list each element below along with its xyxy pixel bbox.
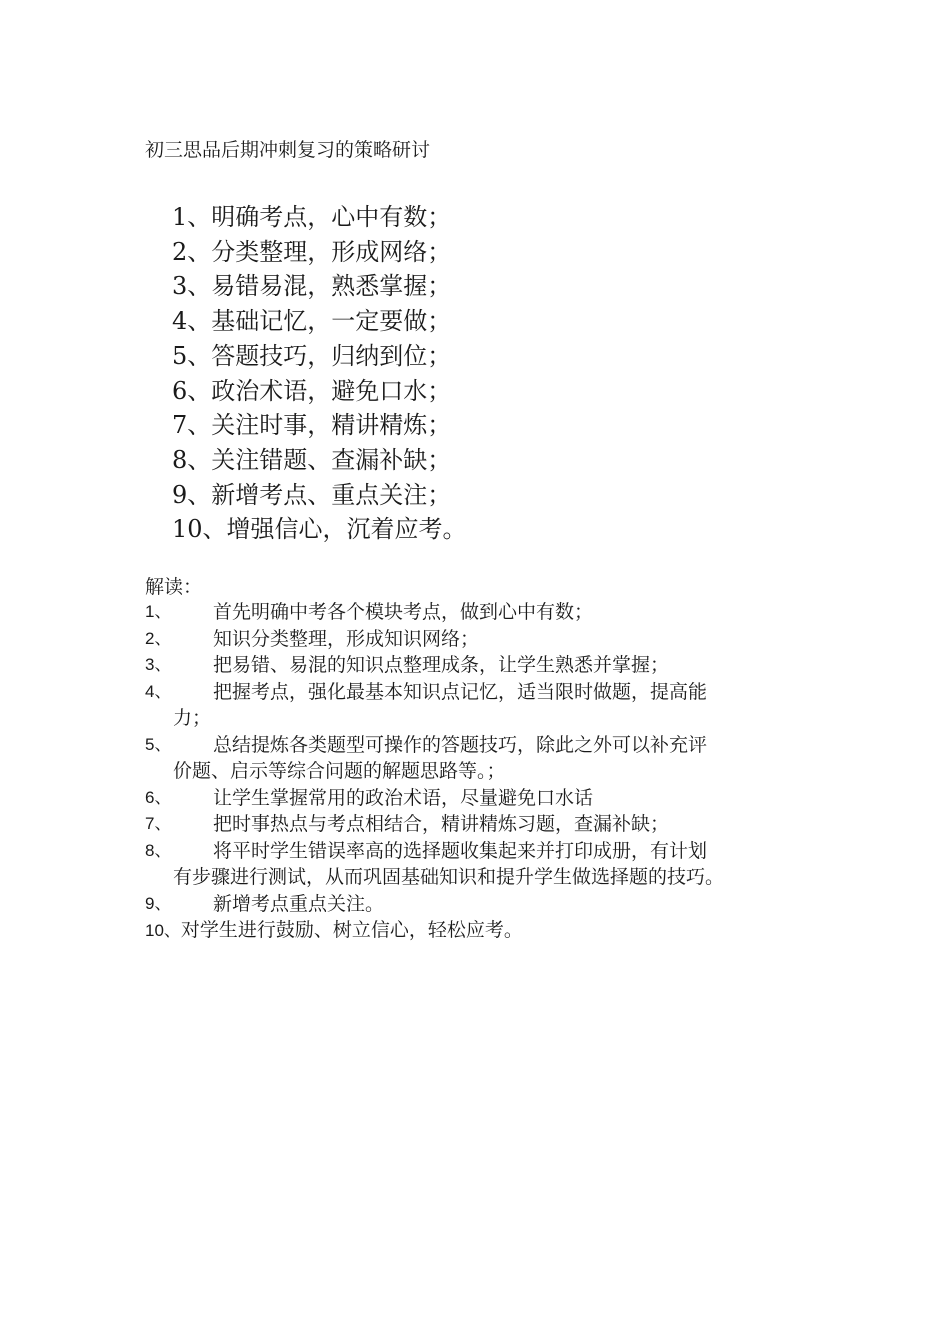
item-number: 1、 — [145, 602, 172, 621]
key-point-1: 1、明确考点，心中有数； — [172, 203, 452, 231]
interpretation-item-4 — [145, 679, 825, 732]
item-text: 将平时学生错误率高的选择题收集起来并打印成册，有计划 — [213, 839, 708, 862]
key-point-9: 9、新增考点、重点关注； — [172, 480, 452, 509]
item-text: 把握考点，强化最基本知识点记忆，适当限时做题，提高能 — [213, 680, 708, 703]
item-text-continued: 力； — [173, 707, 212, 729]
interpretation-item-1 — [145, 599, 825, 626]
interpretation-item-9 — [145, 891, 825, 918]
interpretation-heading: 解读： — [145, 576, 203, 598]
item-number: 8、 — [145, 840, 172, 860]
document-title: 初三思品后期冲刺复习的策略研讨 — [145, 139, 431, 161]
interpretation-item-2 — [145, 626, 825, 653]
interpretation-list — [145, 599, 825, 945]
item-number: 2、 — [145, 628, 172, 648]
key-point-5: 5、答题技巧，归纳到位； — [172, 341, 452, 370]
key-point-2: 2、分类整理，形成网络； — [172, 237, 452, 266]
item-text: 对学生进行鼓励、树立信心，轻松应考。 — [180, 919, 523, 941]
item-text: 新增考点重点关注。 — [213, 892, 385, 915]
interpretation-item-3 — [145, 652, 825, 679]
item-text: 把易错、易混的知识点整理成条，让学生熟悉并掌握； — [213, 654, 670, 676]
item-number: 6、 — [145, 787, 172, 807]
item-text: 把时事热点与考点相结合，精讲精炼习题，查漏补缺； — [213, 813, 670, 835]
item-text-continued: 价题、启示等综合问题的解题思路等。； — [173, 760, 506, 782]
key-point-6: 6、政治术语，避免口水； — [172, 376, 452, 405]
item-number: 5、 — [145, 734, 172, 754]
interpretation-item-5 — [145, 732, 825, 785]
interpretation-item-6 — [145, 785, 825, 812]
key-points-list — [172, 200, 467, 547]
interpretation-item-10 — [145, 917, 825, 945]
item-number: 4、 — [145, 681, 172, 701]
interpretation-item-7 — [145, 811, 825, 838]
interpretation-item-8 — [145, 838, 825, 891]
item-text-continued: 有步骤进行测试，从而巩固基础知识和提升学生做选择题的技巧。 — [173, 866, 725, 888]
key-point-3: 3、易错易混，熟悉掌握； — [172, 272, 452, 301]
item-text: 让学生掌握常用的政治术语，尽量避免口水话 — [213, 786, 594, 809]
item-number: 3、 — [145, 655, 172, 674]
key-point-8: 8、关注错题、查漏补缺； — [172, 445, 452, 474]
key-point-7: 7、关注时事，精讲精炼； — [172, 411, 452, 440]
item-text: 首先明确中考各个模块考点，做到心中有数； — [213, 601, 594, 623]
item-line — [145, 917, 825, 945]
item-number: 10、 — [145, 921, 181, 940]
item-number: 9、 — [145, 893, 172, 913]
key-point-4: 4、基础记忆，一定要做； — [172, 307, 452, 336]
item-text: 知识分类整理，形成知识网络； — [213, 627, 480, 650]
item-text: 总结提炼各类题型可操作的答题技巧，除此之外可以补充评 — [213, 733, 708, 756]
item-number: 7、 — [145, 814, 172, 833]
key-point-10: 10、增强信心，沉着应考。 — [172, 515, 467, 544]
